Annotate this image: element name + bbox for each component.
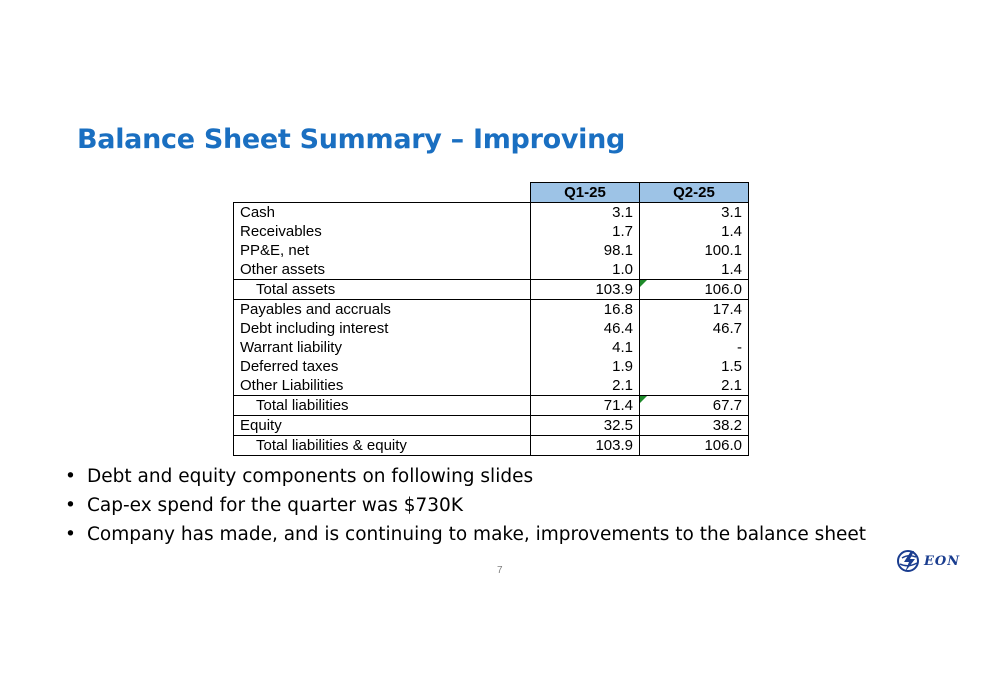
row-label: Other Liabilities	[234, 376, 531, 396]
row-label: Debt including interest	[234, 319, 531, 338]
q2-value: 100.1	[640, 241, 749, 260]
table-row	[234, 319, 749, 338]
row-label: Other assets	[234, 260, 531, 280]
q2-value: 1.4	[640, 222, 749, 241]
q1-value: 98.1	[531, 241, 640, 260]
q2-value: -	[640, 338, 749, 357]
table-row	[234, 416, 749, 436]
table-row	[234, 241, 749, 260]
column-header-q2: Q2-25	[640, 183, 749, 203]
subtotal-row	[234, 396, 749, 416]
q2-value: 1.4	[640, 260, 749, 280]
table-row	[234, 203, 749, 223]
row-label: PP&E, net	[234, 241, 531, 260]
row-label: Total assets	[234, 280, 531, 300]
comment-marker-icon	[640, 396, 647, 403]
q2-value: 67.7	[712, 397, 742, 414]
q2-value: 2.1	[640, 376, 749, 396]
q1-value: 1.9	[531, 357, 640, 376]
comment-marker-icon	[640, 280, 647, 287]
q2-value: 46.7	[640, 319, 749, 338]
total-row	[234, 436, 749, 456]
table-header-row	[234, 183, 749, 203]
balance-sheet-table	[233, 182, 749, 456]
q2-value: 38.2	[640, 416, 749, 436]
q2-value-cell	[640, 280, 749, 300]
q1-value: 16.8	[531, 300, 640, 320]
row-label: Deferred taxes	[234, 357, 531, 376]
table-row	[234, 260, 749, 280]
company-logo	[896, 549, 960, 573]
q1-value: 103.9	[531, 280, 640, 300]
table-row	[234, 376, 749, 396]
q2-value: 106.0	[704, 281, 742, 298]
q1-value: 2.1	[531, 376, 640, 396]
row-label: Warrant liability	[234, 338, 531, 357]
q1-value: 3.1	[531, 203, 640, 223]
q2-value: 1.5	[640, 357, 749, 376]
q2-value-cell	[640, 396, 749, 416]
bullet-list	[65, 462, 866, 549]
q2-value: 106.0	[640, 436, 749, 456]
q1-value: 4.1	[531, 338, 640, 357]
table-row	[234, 222, 749, 241]
q1-value: 1.7	[531, 222, 640, 241]
table-row	[234, 300, 749, 320]
slide-title: Balance Sheet Summary – Improving	[77, 124, 626, 155]
bullet-item: • Company has made, and is continuing to make, improvements to the balance sheet	[65, 520, 866, 549]
q2-value: 17.4	[640, 300, 749, 320]
q1-value: 32.5	[531, 416, 640, 436]
subtotal-row	[234, 280, 749, 300]
q1-value: 1.0	[531, 260, 640, 280]
row-label: Equity	[234, 416, 531, 436]
row-label: Cash	[234, 203, 531, 223]
row-label: Total liabilities	[234, 396, 531, 416]
table-row	[234, 357, 749, 376]
q2-value: 3.1	[640, 203, 749, 223]
bullet-item: • Cap-ex spend for the quarter was $730K	[65, 491, 866, 520]
row-label: Receivables	[234, 222, 531, 241]
row-label: Payables and accruals	[234, 300, 531, 320]
column-header-q1: Q1-25	[531, 183, 640, 203]
row-label: Total liabilities & equity	[234, 436, 531, 456]
q1-value: 103.9	[531, 436, 640, 456]
logo-text: EON	[924, 553, 961, 569]
bullet-item: • Debt and equity components on following slides	[65, 462, 866, 491]
table-row	[234, 338, 749, 357]
q1-value: 46.4	[531, 319, 640, 338]
q1-value: 71.4	[531, 396, 640, 416]
lightning-globe-icon	[896, 549, 922, 573]
page-number: 7	[497, 565, 503, 576]
